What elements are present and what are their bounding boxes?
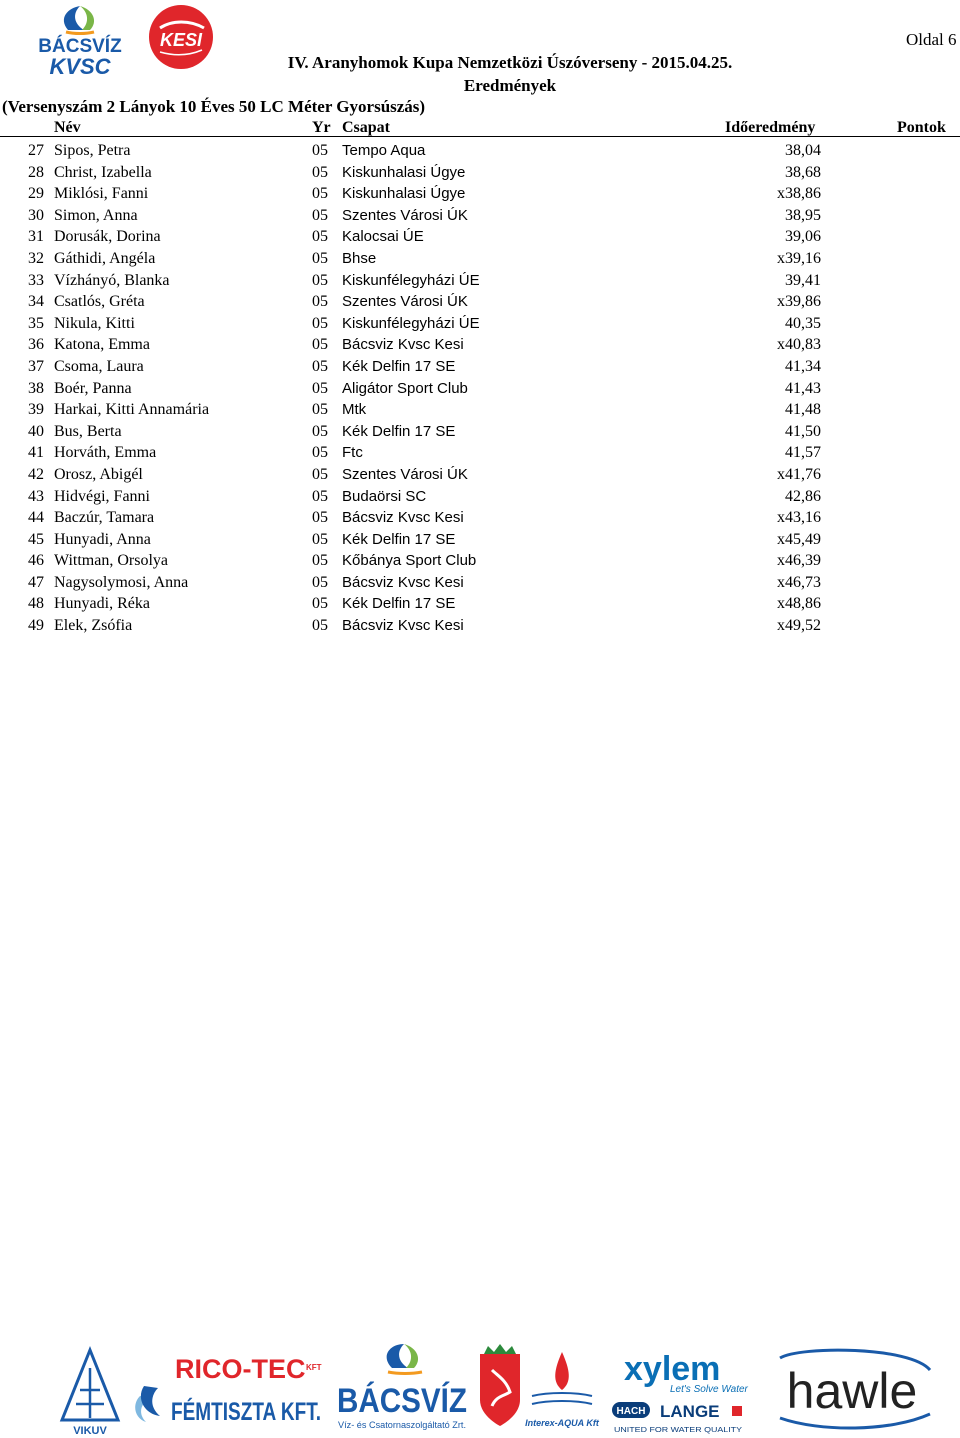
year-cell: 05 — [312, 206, 328, 224]
table-row — [0, 270, 960, 292]
svg-text:KESI: KESI — [159, 30, 203, 50]
year-cell: 05 — [312, 530, 328, 548]
name-cell: Katona, Emma — [54, 336, 150, 354]
time-cell: x39,16 — [777, 249, 821, 267]
time-cell: 41,43 — [785, 379, 821, 397]
svg-text:LANGE: LANGE — [660, 1402, 720, 1421]
name-cell: Miklósi, Fanni — [54, 185, 149, 203]
time-cell: 41,50 — [785, 422, 821, 440]
svg-text:BÁCSVÍZ: BÁCSVÍZ — [38, 36, 122, 57]
svg-text:BÁCSVÍZ: BÁCSVÍZ — [337, 1382, 467, 1420]
name-cell: Orosz, Abigél — [54, 465, 143, 483]
table-row — [0, 399, 960, 421]
name-cell: Hunyadi, Anna — [54, 530, 151, 548]
club-cell: Kalocsai ÚE — [342, 228, 424, 246]
results-table — [0, 140, 960, 637]
results-subtitle: Eredmények — [463, 76, 557, 95]
svg-text:Let's Solve Water: Let's Solve Water — [670, 1384, 748, 1395]
vikuv-logo — [62, 1350, 118, 1437]
name-cell: Vízhányó, Blanka — [54, 271, 170, 289]
svg-text:HACH: HACH — [616, 1406, 646, 1417]
name-cell: Hidvégi, Fanni — [54, 487, 150, 505]
club-cell: Mtk — [342, 401, 367, 419]
year-cell: 05 — [312, 552, 328, 570]
club-cell: Aligátor Sport Club — [342, 379, 468, 397]
time-cell: 41,48 — [785, 401, 821, 419]
svg-text:KFT: KFT — [306, 1363, 322, 1372]
table-row — [0, 226, 960, 248]
time-cell: x39,86 — [777, 293, 821, 311]
year-cell: 05 — [312, 293, 328, 311]
year-cell: 05 — [312, 357, 328, 375]
year-cell: 05 — [312, 617, 328, 635]
name-cell: Harkai, Kitti Annamária — [54, 401, 210, 419]
table-row — [0, 334, 960, 356]
name-cell: Nagysolymosi, Anna — [54, 573, 189, 591]
time-cell: x48,86 — [777, 595, 821, 613]
club-cell: Budaörsi SC — [342, 487, 427, 505]
name-cell: Simon, Anna — [54, 206, 138, 224]
time-cell: x45,49 — [777, 530, 821, 548]
svg-text:VIKUV: VIKUV — [73, 1425, 107, 1437]
place-cell: 33 — [28, 271, 44, 289]
time-cell: x46,73 — [777, 573, 821, 591]
place-cell: 44 — [28, 509, 44, 527]
year-cell: 05 — [312, 379, 328, 397]
club-cell: Tempo Aqua — [342, 142, 426, 159]
club-cell: Bácsviz Kvsc Kesi — [342, 573, 464, 591]
year-cell: 05 — [312, 487, 328, 505]
place-cell: 40 — [28, 422, 44, 440]
time-cell: x46,39 — [777, 552, 821, 570]
time-cell: x41,76 — [777, 465, 821, 483]
time-cell: 42,86 — [785, 487, 821, 505]
club-cell: Kiskunfélegyházi ÚE — [342, 271, 480, 289]
page-number: Oldal 6 — [906, 30, 957, 49]
year-cell: 05 — [312, 185, 328, 203]
xylem-hach-lange-logo — [612, 1350, 749, 1434]
time-cell: x38,86 — [777, 185, 821, 203]
column-header-points: Pontok — [897, 119, 946, 136]
table-row — [0, 356, 960, 378]
place-cell: 45 — [28, 530, 44, 548]
table-row — [0, 378, 960, 400]
place-cell: 48 — [28, 595, 44, 613]
club-cell: Szentes Városi ÚK — [342, 465, 468, 483]
svg-text:UNITED FOR WATER QUALITY: UNITED FOR WATER QUALITY — [614, 1427, 743, 1434]
club-cell: Kőbánya Sport Club — [342, 552, 477, 570]
time-cell: 38,68 — [785, 163, 821, 181]
column-header-club: Csapat — [342, 119, 391, 136]
table-row — [0, 529, 960, 551]
name-cell: Wittman, Orsolya — [54, 552, 168, 570]
place-cell: 46 — [28, 552, 44, 570]
bacsviz-sponsor-logo — [337, 1344, 467, 1430]
event-title: (Versenyszám 2 Lányok 10 Éves 50 LC Méter Gyorsúszás) — [2, 97, 426, 116]
svg-text:RICO-TEC: RICO-TEC — [175, 1354, 306, 1384]
table-row — [0, 140, 960, 162]
year-cell: 05 — [312, 336, 328, 354]
year-cell: 05 — [312, 249, 328, 267]
name-cell: Baczúr, Tamara — [54, 509, 155, 527]
name-cell: Sipos, Petra — [54, 142, 131, 159]
place-cell: 49 — [28, 617, 44, 635]
place-cell: 41 — [28, 444, 44, 462]
time-cell: 39,41 — [785, 271, 821, 289]
name-cell: Csoma, Laura — [54, 357, 144, 375]
table-row — [0, 464, 960, 486]
sponsor-logos — [40, 1340, 940, 1438]
club-cell: Kiskunhalasi Úgye — [342, 163, 466, 181]
table-row — [0, 313, 960, 335]
year-cell: 05 — [312, 465, 328, 483]
time-cell: 40,35 — [785, 314, 821, 332]
club-cell: Ftc — [342, 444, 363, 462]
name-cell: Bus, Berta — [54, 422, 122, 440]
table-row — [0, 291, 960, 313]
year-cell: 05 — [312, 163, 328, 181]
table-row — [0, 550, 960, 572]
club-cell: Bácsviz Kvsc Kesi — [342, 509, 464, 527]
name-cell: Hunyadi, Réka — [54, 595, 150, 613]
svg-text:FÉMTISZTA KFT.: FÉMTISZTA KFT. — [171, 1398, 369, 1426]
time-cell: x49,52 — [777, 617, 821, 635]
time-cell: 38,95 — [785, 206, 821, 224]
column-header-time: Időeredmény — [725, 119, 816, 136]
name-cell: Dorusák, Dorina — [54, 228, 161, 246]
place-cell: 39 — [28, 401, 44, 419]
place-cell: 43 — [28, 487, 44, 505]
svg-text:xylem: xylem — [624, 1350, 721, 1388]
year-cell: 05 — [312, 509, 328, 527]
place-cell: 36 — [28, 336, 44, 354]
place-cell: 28 — [28, 163, 44, 181]
header-rule — [0, 136, 960, 137]
place-cell: 30 — [28, 206, 44, 224]
club-cell: Kék Delfin 17 SE — [342, 530, 456, 548]
name-cell: Nikula, Kitti — [54, 314, 135, 332]
name-cell: Horváth, Emma — [54, 444, 157, 462]
column-header-yr: Yr — [312, 119, 331, 136]
place-cell: 27 — [28, 142, 44, 159]
year-cell: 05 — [312, 314, 328, 332]
place-cell: 38 — [28, 379, 44, 397]
table-row — [0, 162, 960, 184]
year-cell: 05 — [312, 401, 328, 419]
hawle-logo — [780, 1350, 930, 1428]
name-cell: Christ, Izabella — [54, 163, 152, 181]
svg-text:Interex-AQUA Kft: Interex-AQUA Kft — [525, 1418, 599, 1428]
time-cell: 41,34 — [785, 357, 821, 375]
place-cell: 35 — [28, 314, 44, 332]
table-row — [0, 248, 960, 270]
time-cell: 41,57 — [785, 444, 821, 462]
name-cell: Csatlós, Gréta — [54, 293, 145, 311]
name-cell: Boér, Panna — [54, 379, 132, 397]
interex-aqua-logo — [525, 1352, 600, 1428]
year-cell: 05 — [312, 595, 328, 613]
name-cell: Gáthidi, Angéla — [54, 249, 156, 267]
table-row — [0, 615, 960, 637]
club-cell: Kék Delfin 17 SE — [342, 422, 456, 440]
table-row — [0, 442, 960, 464]
year-cell: 05 — [312, 228, 328, 246]
ricotec-femtiszta-logo — [135, 1354, 369, 1426]
year-cell: 05 — [312, 444, 328, 462]
club-cell: Kék Delfin 17 SE — [342, 595, 456, 613]
place-cell: 47 — [28, 573, 44, 591]
club-cell: Bácsviz Kvsc Kesi — [342, 336, 464, 354]
club-cell: Kiskunfélegyházi ÚE — [342, 314, 480, 332]
year-cell: 05 — [312, 573, 328, 591]
time-cell: 38,04 — [785, 142, 821, 159]
club-cell: Szentes Városi ÚK — [342, 293, 468, 311]
club-cell: Kék Delfin 17 SE — [342, 357, 456, 375]
table-row — [0, 593, 960, 615]
place-cell: 37 — [28, 357, 44, 375]
year-cell: 05 — [312, 422, 328, 440]
column-header-name: Név — [54, 119, 81, 136]
name-cell: Elek, Zsófia — [54, 617, 133, 635]
table-row — [0, 205, 960, 227]
place-cell: 42 — [28, 465, 44, 483]
table-row — [0, 507, 960, 529]
club-cell: Szentes Városi ÚK — [342, 206, 468, 224]
meet-title: IV. Aranyhomok Kupa Nemzetközi Úszóverseny - 2015.04.25. — [287, 53, 733, 72]
club-cell: Bhse — [342, 249, 377, 267]
svg-text:KVSC: KVSC — [49, 54, 111, 78]
table-row — [0, 183, 960, 205]
table-row — [0, 486, 960, 508]
time-cell: 39,06 — [785, 228, 821, 246]
time-cell: x40,83 — [777, 336, 821, 354]
year-cell: 05 — [312, 271, 328, 289]
place-cell: 34 — [28, 293, 44, 311]
time-cell: x43,16 — [777, 509, 821, 527]
year-cell: 05 — [312, 142, 328, 159]
club-cell: Bácsviz Kvsc Kesi — [342, 617, 464, 635]
place-cell: 31 — [28, 228, 44, 246]
place-cell: 32 — [28, 249, 44, 267]
svg-text:hawle: hawle — [786, 1363, 918, 1419]
svg-text:Víz- és Csatornaszolgáltató Zr: Víz- és Csatornaszolgáltató Zrt. — [338, 1420, 466, 1430]
place-cell: 29 — [28, 185, 44, 203]
table-row — [0, 572, 960, 594]
club-cell: Kiskunhalasi Úgye — [342, 185, 466, 203]
town-coat-of-arms — [480, 1344, 520, 1426]
table-row — [0, 421, 960, 443]
